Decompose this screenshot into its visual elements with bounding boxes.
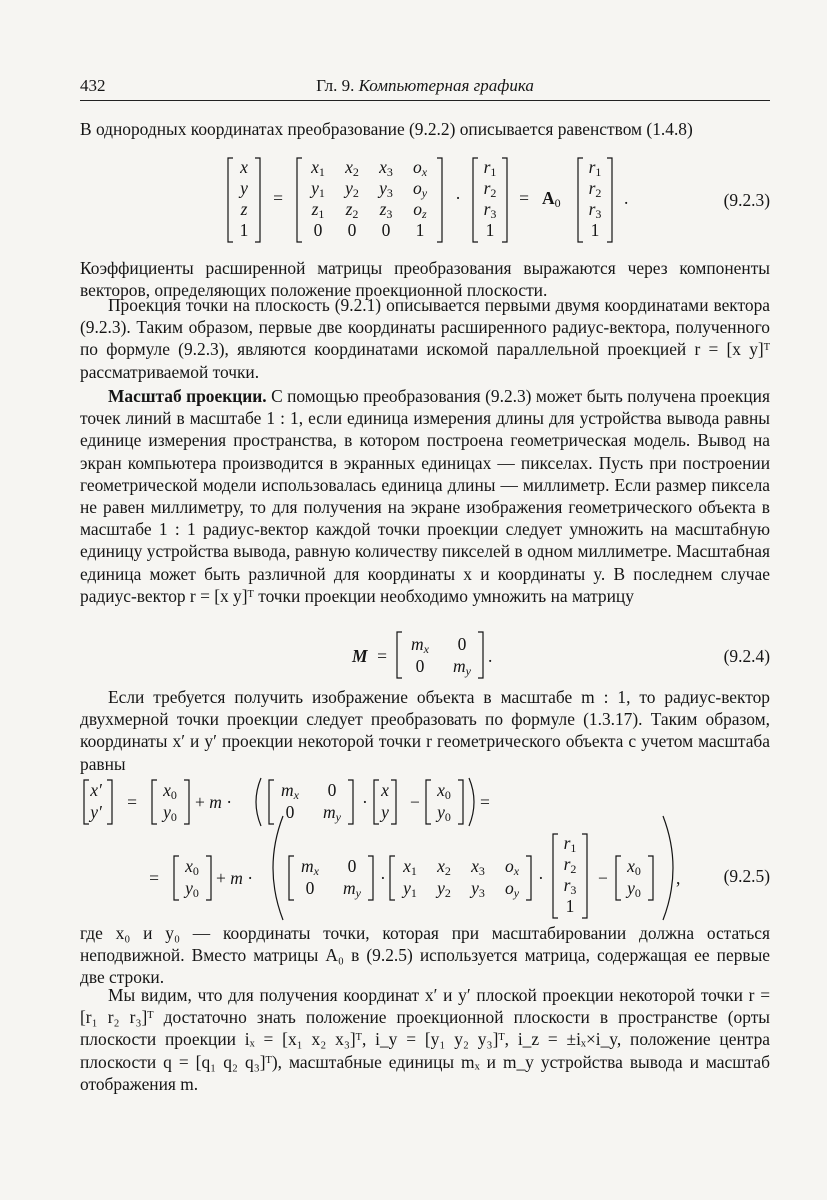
svg-text:y: y xyxy=(240,178,248,198)
svg-text:r2: r2 xyxy=(588,178,602,200)
svg-text:x: x xyxy=(240,157,248,177)
svg-text:my: my xyxy=(453,656,471,678)
svg-text:x3: x3 xyxy=(379,157,393,179)
equation-9-2-3 xyxy=(80,156,770,244)
svg-text:1: 1 xyxy=(565,896,575,916)
svg-text:x0: x0 xyxy=(163,780,177,802)
svg-text:r3: r3 xyxy=(483,199,497,221)
svg-text:,: , xyxy=(676,868,681,888)
svg-text:0: 0 xyxy=(327,780,337,800)
svg-text:r1: r1 xyxy=(483,157,497,179)
svg-text:0: 0 xyxy=(285,802,295,822)
svg-text:y0: y0 xyxy=(163,802,177,824)
svg-text:0: 0 xyxy=(415,656,425,676)
svg-text:mx: mx xyxy=(301,856,319,878)
svg-text:y2: y2 xyxy=(437,878,451,900)
svg-text:ox: ox xyxy=(412,157,428,179)
svg-text:y1: y1 xyxy=(311,178,325,200)
svg-text:+ m ·: + m · xyxy=(216,868,254,888)
svg-text:x0: x0 xyxy=(627,856,641,878)
svg-text:=: = xyxy=(273,188,283,208)
svg-text:·: · xyxy=(380,868,386,888)
running-header xyxy=(80,76,770,101)
svg-text:x1: x1 xyxy=(311,157,325,179)
svg-text:1: 1 xyxy=(415,220,425,240)
paragraph-intro: В однородных координатах преобразование (9.2.2) описывается равенством (1.4.8) xyxy=(80,119,693,139)
svg-text:=: = xyxy=(377,646,387,666)
svg-text:mx: mx xyxy=(411,634,429,656)
svg-text:x′: x′ xyxy=(90,780,102,800)
equation-number: (9.2.4) xyxy=(723,646,770,666)
svg-text:x0: x0 xyxy=(437,780,451,802)
svg-text:0: 0 xyxy=(347,220,357,240)
page-number: 432 xyxy=(80,76,106,95)
svg-text:=: = xyxy=(480,792,490,812)
svg-text:oy: oy xyxy=(504,878,520,900)
svg-text:0: 0 xyxy=(381,220,391,240)
svg-text:x3: x3 xyxy=(471,856,485,878)
svg-text:0: 0 xyxy=(457,634,467,654)
svg-text:z2: z2 xyxy=(345,199,359,221)
svg-text:r3: r3 xyxy=(563,875,577,897)
svg-text:r1: r1 xyxy=(563,833,577,855)
svg-text:ox: ox xyxy=(504,856,520,878)
equation-9-2-5 xyxy=(80,774,770,920)
svg-text:.: . xyxy=(624,188,629,208)
svg-text:z: z xyxy=(240,199,248,219)
equation-number: (9.2.3) xyxy=(723,190,770,210)
paragraph-projection: Проекция точки на плоскость (9.2.1) описывается первыми двумя координатами вектора (9.2.3). Таким образом, первые две координаты расширенного радиус-вектора, полученного по формуле (9.2.3), являются координатами искомой параллельной проекцией r = [x y]ᵀ рассматриваемой точки. xyxy=(80,295,770,382)
svg-text:my: my xyxy=(343,878,361,900)
svg-text:y3: y3 xyxy=(471,878,485,900)
svg-text:0: 0 xyxy=(347,856,357,876)
svg-text:=: = xyxy=(127,792,137,812)
svg-text:−: − xyxy=(598,868,608,888)
svg-text:z3: z3 xyxy=(379,199,393,221)
svg-text:r2: r2 xyxy=(563,854,577,876)
svg-text:.: . xyxy=(488,646,493,666)
equation-9-2-4 xyxy=(80,630,770,682)
svg-text:·: · xyxy=(362,792,368,812)
equation-number: (9.2.5) xyxy=(723,866,770,886)
svg-text:1: 1 xyxy=(590,220,600,240)
svg-text:oz: oz xyxy=(413,199,427,221)
svg-text:A0: A0 xyxy=(542,188,561,210)
svg-text:y2: y2 xyxy=(345,178,359,200)
svg-text:+ m ·: + m · xyxy=(195,792,233,812)
chapter-heading: Гл. 9. Компьютерная графика xyxy=(316,76,534,95)
svg-text:0: 0 xyxy=(313,220,323,240)
svg-text:y0: y0 xyxy=(437,802,451,824)
svg-text:r1: r1 xyxy=(588,157,602,179)
svg-text:0: 0 xyxy=(305,878,315,898)
svg-text:·: · xyxy=(455,188,461,208)
svg-text:my: my xyxy=(323,802,341,824)
paragraph-scale: Масштаб проекции. С помощью преобразования (9.2.3) может быть получена проекция точек линий в масштабе 1 : 1, если единица измерения длины для устройства вывода равны единице измерения пространства, в котором построена геометрическая модель. Вывод на экран компьютера производится в экранных единицах — пикселах. Пусть при построении геометрической модели использовалась единица длины — миллиметр. Если размер пиксела не равен миллиметру, то для получения на экране изображения геометрического объекта в масштабе 1 : 1 радиус-вектор каждой точки проекции следует умножить на масштабную единицу устройства вывода, равную количеству пикселей в одном миллиметре. Масштабная единица может быть различной для координаты x и координаты y. В последнем случае радиус-вектор r = [x y]ᵀ точки проекции необходимо умножить на матрицу xyxy=(80,386,770,606)
svg-text:y3: y3 xyxy=(379,178,393,200)
svg-text:z1: z1 xyxy=(311,199,325,221)
svg-text:r3: r3 xyxy=(588,199,602,221)
svg-text:−: − xyxy=(410,792,420,812)
svg-text:x2: x2 xyxy=(345,157,359,179)
svg-text:y′: y′ xyxy=(90,802,102,822)
svg-text:1: 1 xyxy=(239,220,249,240)
svg-text:y: y xyxy=(381,802,389,822)
svg-text:1: 1 xyxy=(485,220,495,240)
svg-text:M: M xyxy=(352,646,368,666)
svg-text:y0: y0 xyxy=(627,878,641,900)
svg-text:x0: x0 xyxy=(185,856,199,878)
svg-text:x2: x2 xyxy=(437,856,451,878)
svg-text:x: x xyxy=(381,780,389,800)
svg-text:oy: oy xyxy=(412,178,428,200)
paragraph-fixed-point: где x₀ и y₀ — координаты точки, которая при масштабировании должна остаться неподвижной. Вместо матрицы A₀ в (9.2.5) используется матрица, содержащая ее первые две строки. xyxy=(80,923,770,988)
section-run-in-heading: Масштаб проекции. xyxy=(108,386,267,406)
svg-text:mx: mx xyxy=(281,780,299,802)
svg-text:x1: x1 xyxy=(403,856,417,878)
svg-text:y0: y0 xyxy=(185,878,199,900)
svg-text:=: = xyxy=(519,188,529,208)
paragraph-scale-transform: Если требуется получить изображение объекта в масштабе m : 1, то радиус-вектор двухмерной точки проекции следует преобразовать по формуле (1.3.17). Таким образом, координаты x′ и y′ проекции некоторой точки r геометрического объекта с учетом масштаба равны xyxy=(80,687,770,774)
svg-text:=: = xyxy=(149,868,159,888)
paragraph-coefficients: Коэффициенты расширенной матрицы преобразования выражаются через компоненты векторов, определяющих положение проекционной плоскости. xyxy=(80,258,770,301)
svg-text:·: · xyxy=(538,868,544,888)
svg-text:r2: r2 xyxy=(483,178,497,200)
svg-text:y1: y1 xyxy=(403,878,417,900)
paragraph-conclusion: Мы видим, что для получения координат x′ и y′ плоской проекции некоторой точки r = [r₁ r₂ r₃]ᵀ достаточно знать положение проекционной плоскости в пространстве (орты плоскости проекции iₓ = [x₁ x₂ x₃]ᵀ, i_y = [y₁ y₂ y₃]ᵀ, i_z = ±iₓ×i_y, положение центра плоскости q = [q₁ q₂ q₃]ᵀ), масштабные единицы mₓ и m_y устройства вывода и масштаб отображения m. xyxy=(80,985,770,1094)
